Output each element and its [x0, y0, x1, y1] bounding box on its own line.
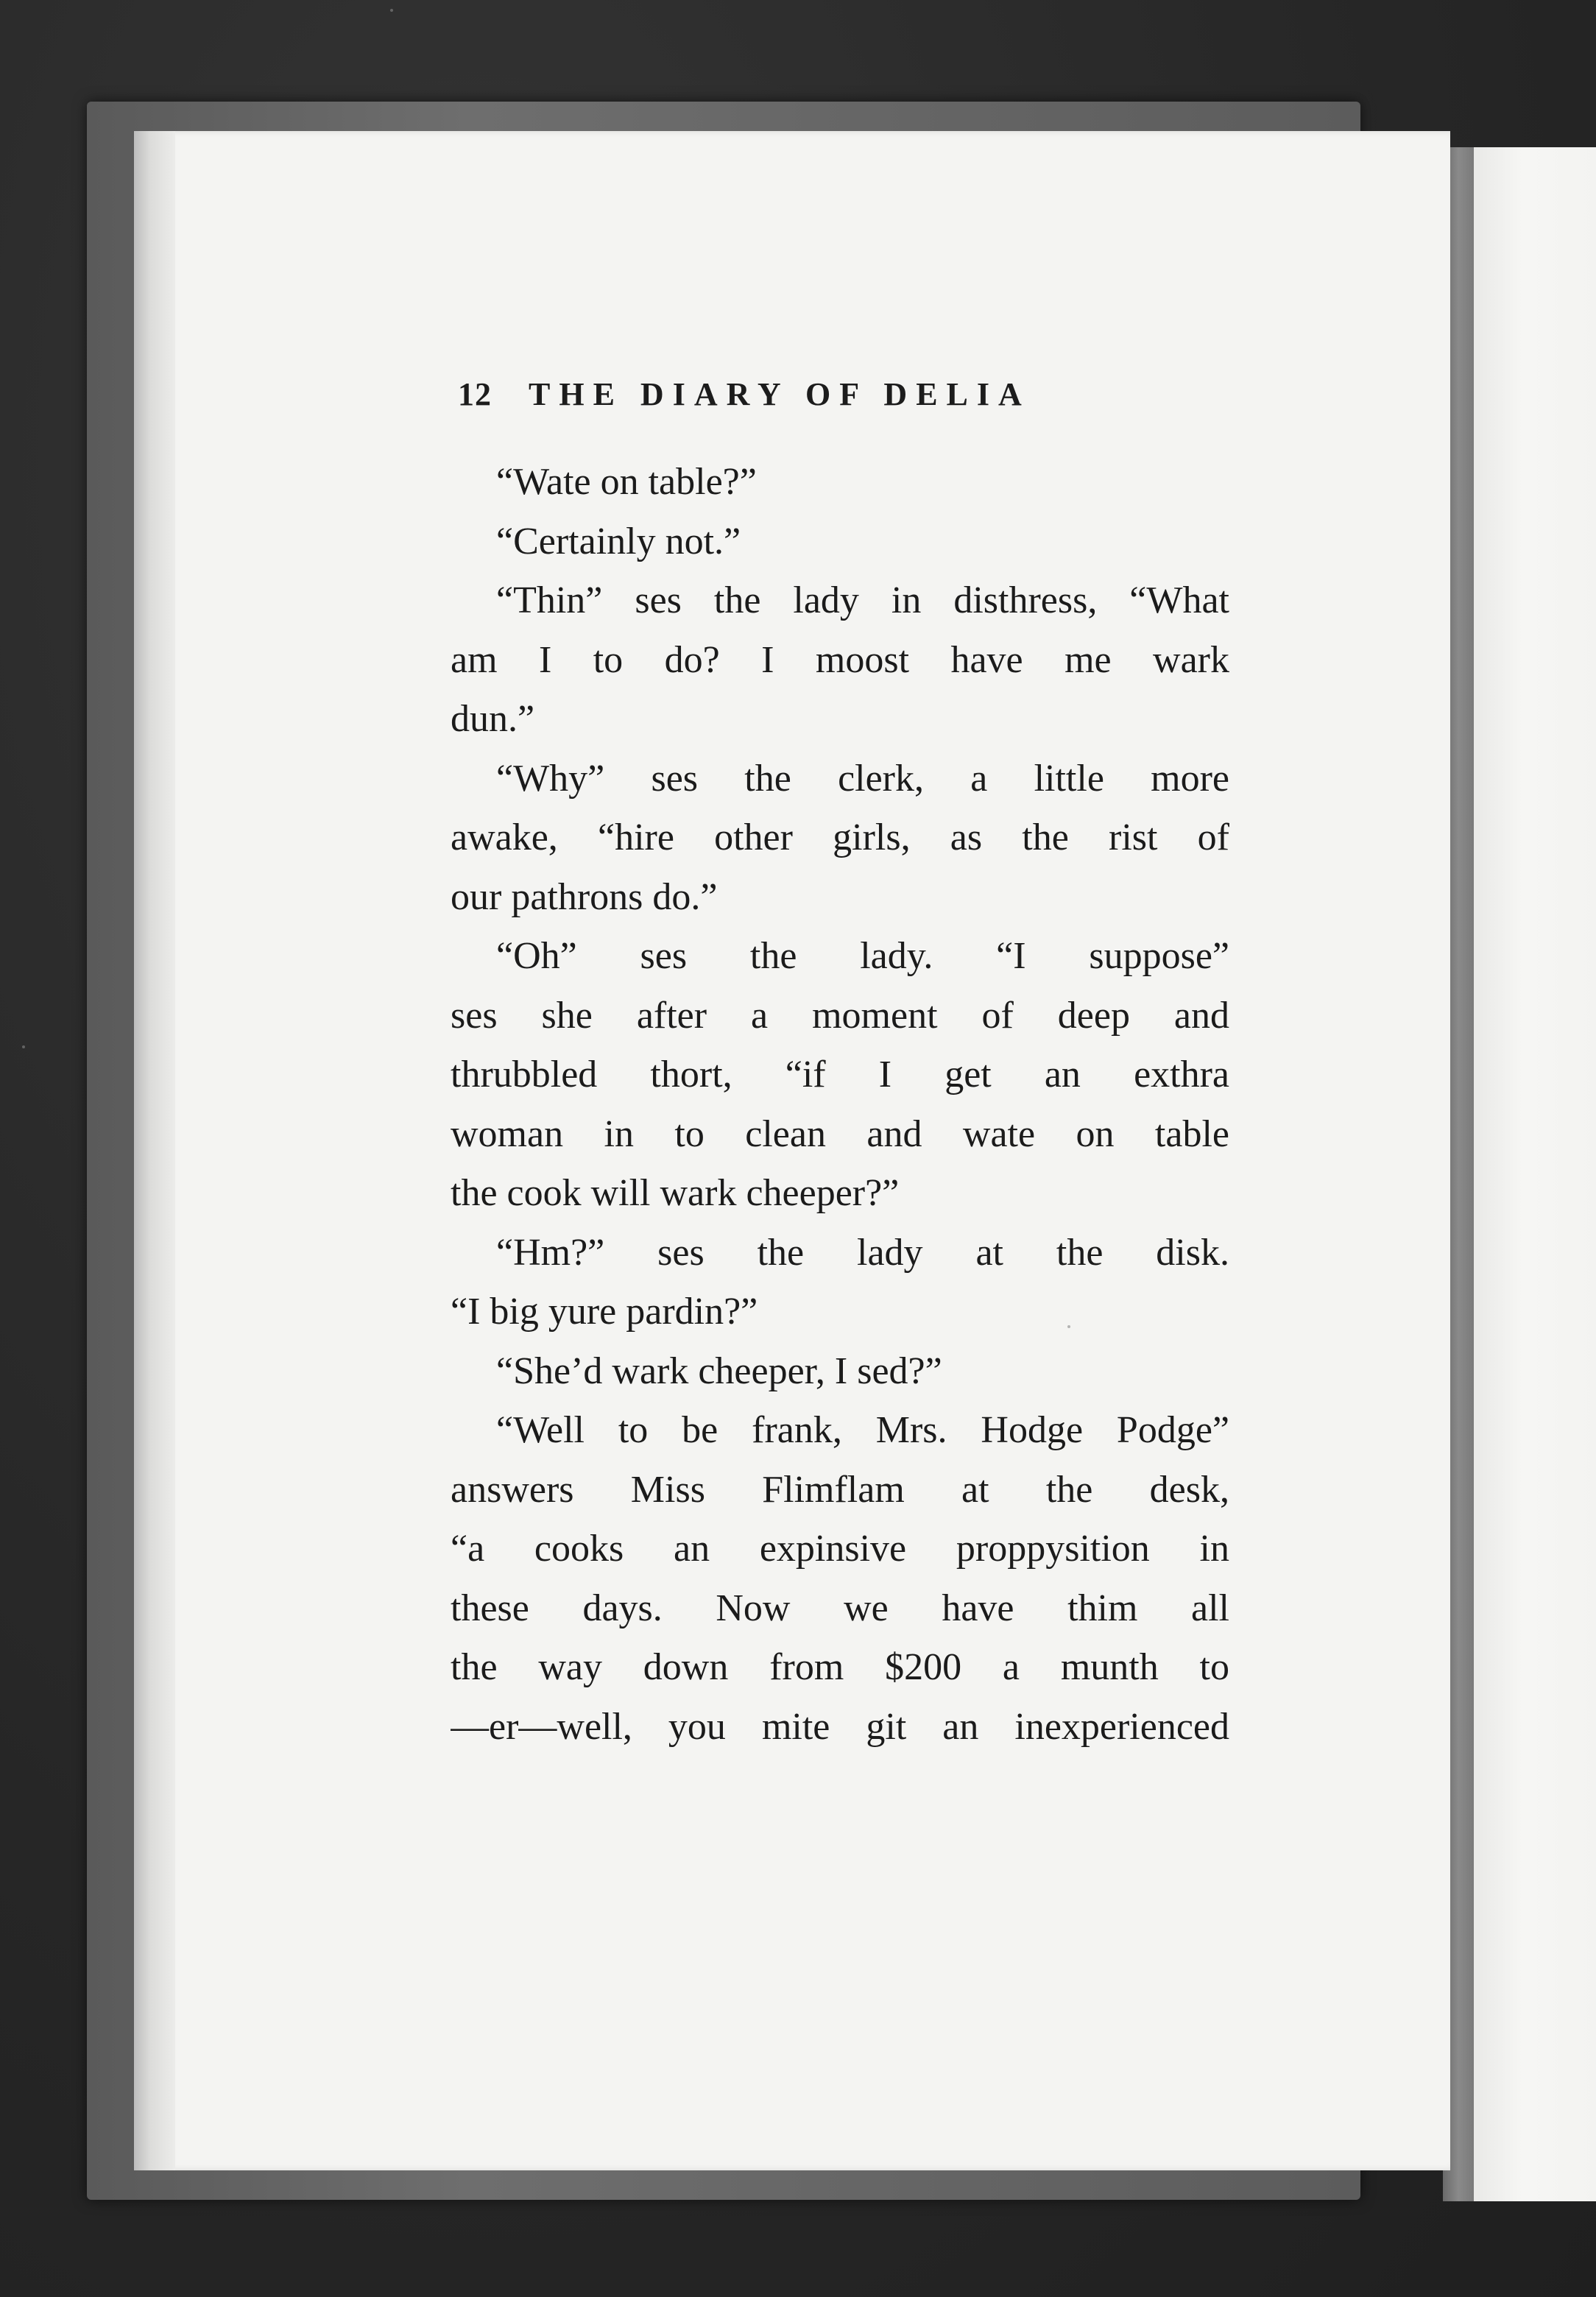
- text-line: the way down from $200 a munth to: [451, 1646, 1229, 1688]
- text-line: awake, “hire other girls, as the rist of: [451, 816, 1229, 858]
- text-line: “a cooks an expinsive proppysition in: [451, 1528, 1229, 1570]
- running-header: [458, 375, 1209, 420]
- text-line: ses she after a moment of deep and: [451, 994, 1229, 1037]
- text-line: our pathrons do.”: [451, 875, 718, 918]
- text-line: —er—well, you mite git an inexperienced: [451, 1705, 1229, 1748]
- page-inner-edge: [134, 131, 175, 2170]
- body-text: [451, 453, 1229, 1757]
- text-line: “Wate on table?”: [496, 461, 757, 503]
- text-line: “Hm?” ses the lady at the disk.: [496, 1231, 1229, 1274]
- text-line: thrubbled thort, “if I get an exthra: [451, 1054, 1229, 1095]
- running-title: THE DIARY OF DELIA: [529, 376, 1031, 412]
- text-line: “I big yure pardin?”: [451, 1291, 758, 1333]
- text-line: “Certainly not.”: [496, 520, 741, 562]
- text-line: “Why” ses the clerk, a little more: [496, 757, 1229, 800]
- text-line: woman in to clean and wate on table: [451, 1112, 1229, 1155]
- dust-speck: [390, 9, 393, 12]
- page-number: 12: [458, 376, 492, 412]
- text-line: “She’d wark cheeper, I sed?”: [496, 1349, 942, 1392]
- text-line: “Thin” ses the lady in disthress, “What: [496, 579, 1229, 621]
- text-line: dun.”: [451, 698, 535, 740]
- text-line: answers Miss Flimflam at the desk,: [451, 1468, 1229, 1511]
- text-line: “Oh” ses the lady. “I suppose”: [496, 935, 1229, 977]
- dust-speck: [22, 1045, 25, 1048]
- text-line: “Well to be frank, Mrs. Hodge Podge”: [496, 1409, 1229, 1451]
- text-line: am I to do? I moost have me wark: [451, 638, 1229, 681]
- next-page-edge: [1474, 147, 1596, 2201]
- text-line: the cook will wark cheeper?”: [451, 1172, 900, 1214]
- text-line: these days. Now we have thim all: [451, 1587, 1229, 1629]
- dust-speck: [1067, 1325, 1070, 1328]
